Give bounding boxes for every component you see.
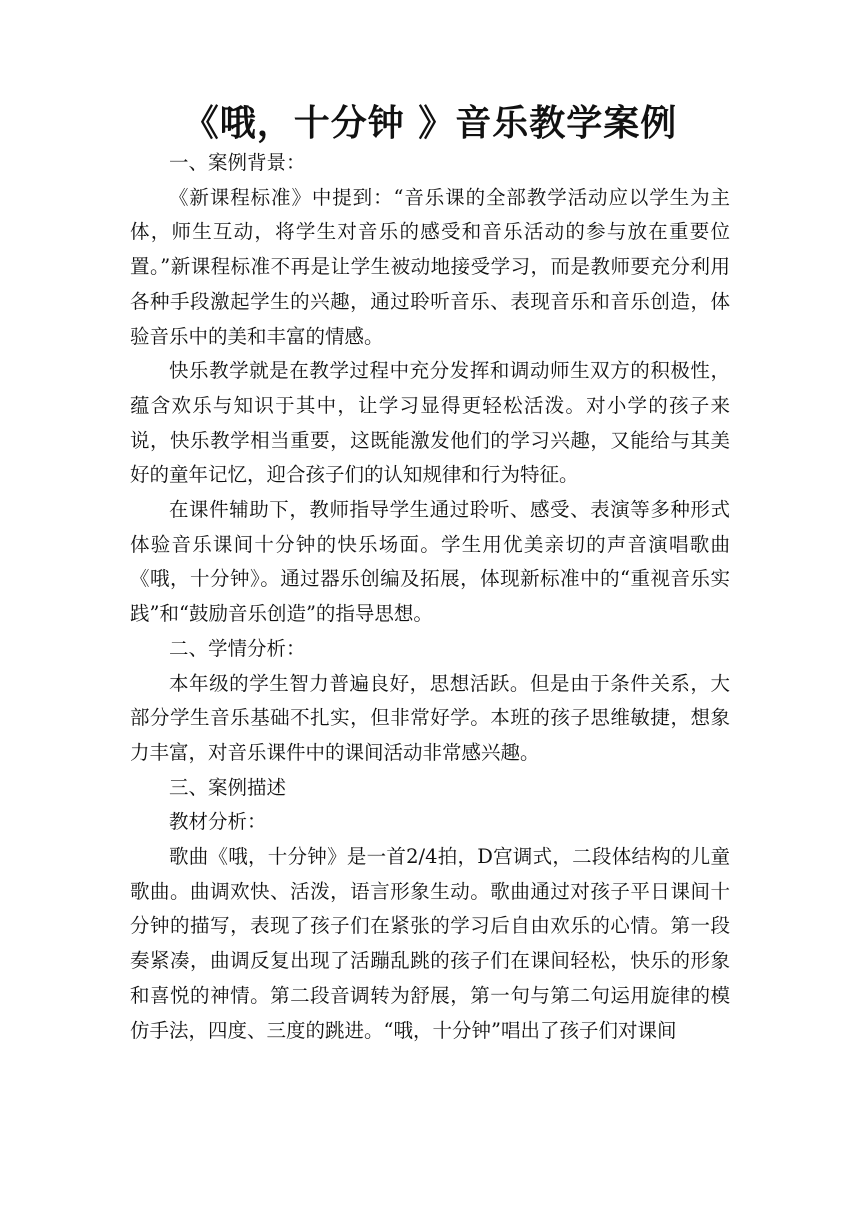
paragraph-material-analysis: 歌曲《哦，十分钟》是一首2/4拍，D宫调式，二段体结构的儿童歌曲。曲调欢快、活泼，语言形象生动。歌曲通过对孩子平日课间十分钟的描写，表现了孩子们在紧张的学习后自由欢乐的心情。第一段奏紧凑，曲调反复出现了活蹦乱跳的孩子们在课间轻松，快乐的形象和喜悦的神情。第二段音调转为舒展，第一句与第二句运用旋律的模仿手法，四度、三度的跳进。“哦，十分钟”唱出了孩子们对课间 <box>130 845 730 1042</box>
paragraph-curriculum-standard: 《新课程标准》中提到：“音乐课的全部教学活动应以学生为主体，师生互动，将学生对音乐的感受和音乐活动的参与放在重要位置。”新课程标准不再是让学生被动地接受学习，而是教师要充分利用各种手段激起学生的兴趣，通过聆听音乐、表现音乐和音乐创造，体验音乐中的美和丰富的情感。 <box>130 185 730 348</box>
document-title: 《哦，十分钟 》音乐教学案例 <box>182 103 678 144</box>
section-heading-case-description: 三、案例描述 <box>169 775 287 799</box>
paragraph-student-analysis: 本年级的学生智力普遍良好，思想活跃。但是由于条件关系，大部分学生音乐基础不扎实，但非常好学。本班的孩子思维敏捷，想象力丰富，对音乐课件中的课间活动非常感兴趣。 <box>130 671 730 764</box>
paragraph-courseware: 在课件辅助下，教师指导学生通过聆听、感受、表演等多种形式体验音乐课间十分钟的快乐场面。学生用优美亲切的声音演唱歌曲《哦，十分钟》。通过器乐创编及拓展，体现新标准中的“重视音乐实践”和“鼓励音乐创造”的指导思想。 <box>130 498 730 626</box>
paragraph-happy-teaching: 快乐教学就是在教学过程中充分发挥和调动师生双方的积极性，蕴含欢乐与知识于其中，让学习显得更轻松活泼。对小学的孩子来说，快乐教学相当重要，这既能激发他们的学习兴趣，又能给与其美好的童年记忆，迎合孩子们的认知规律和行为特征。 <box>130 359 730 487</box>
section-heading-student-analysis: 二、学情分析： <box>169 636 306 660</box>
document-body <box>130 146 730 1048</box>
subheading-material-analysis: 教材分析： <box>169 810 267 834</box>
section-heading-background: 一、案例背景： <box>169 151 306 174</box>
